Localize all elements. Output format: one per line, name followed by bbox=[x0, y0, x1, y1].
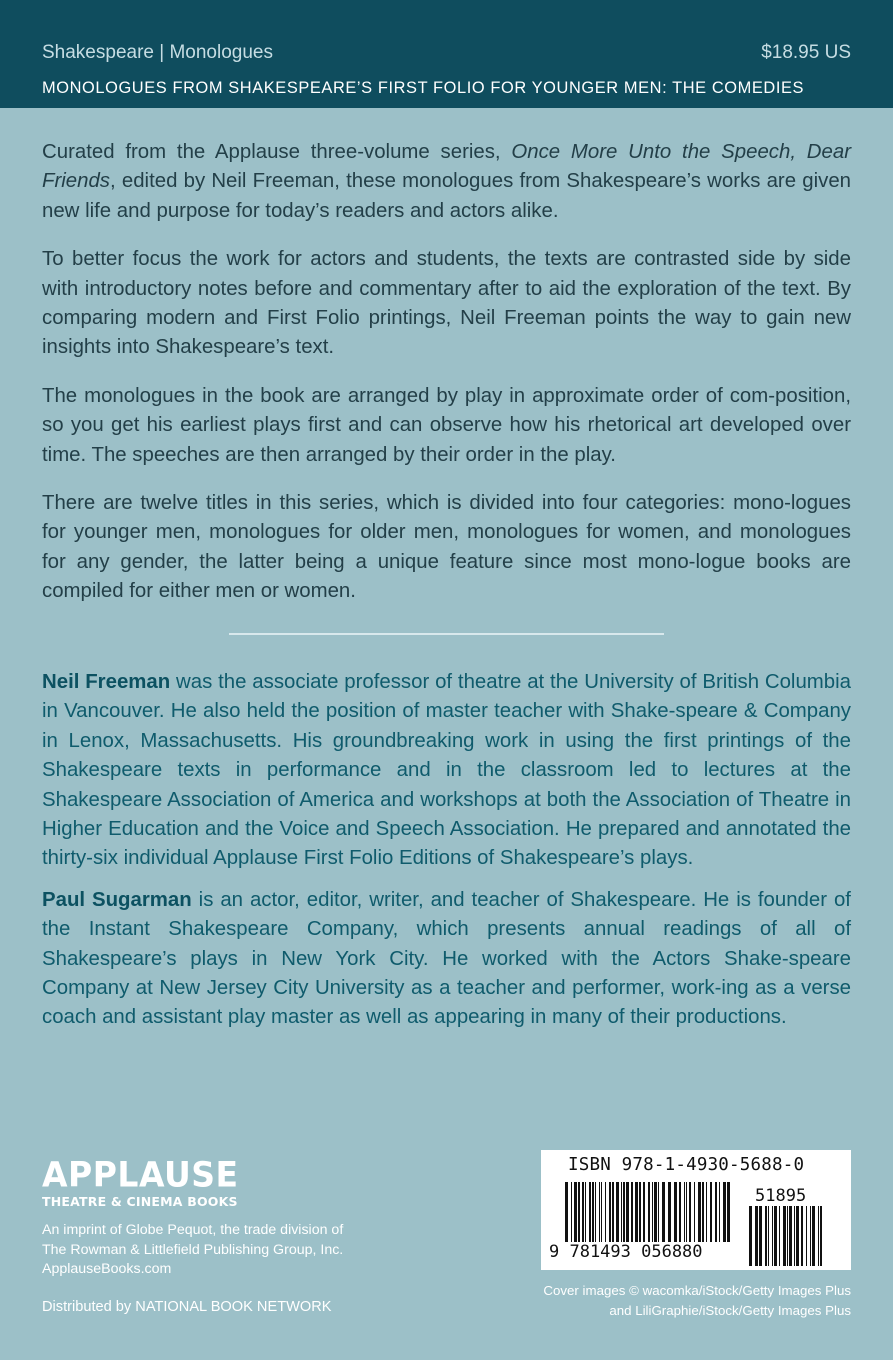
author-bios bbox=[42, 668, 851, 1045]
applause-logo: APPLAUSE bbox=[42, 1154, 239, 1195]
applause-logo-subtitle: THEATRE & CINEMA BOOKS bbox=[42, 1194, 238, 1209]
distributor-line: Distributed by NATIONAL BOOK NETWORK bbox=[42, 1299, 332, 1315]
bio-text: is an actor, editor, writer, and teacher of Shakespeare. He is founder of the Instant Shakespeare Company, which presents annual readings of all of Shakespeare’s plays in New York City. He worked with the Actors Shake-speare Company at New Jersey City University as a teacher and performer, work-ing as a verse coach and assistant play master as well as appearing in many of their productions. bbox=[42, 888, 851, 1029]
blurb-paragraph-2: To better focus the work for actors and students, the texts are contrasted side by side with introductory notes before and commentary after to aid the exploration of the text. By comparing modern and First Folio printings, Neil Freeman points the way to gain new insights into Shakespeare’s text. bbox=[42, 248, 851, 359]
description-blurb bbox=[42, 138, 851, 626]
credits-line-1: Cover images © wacomka/iStock/Getty Images Plus bbox=[543, 1283, 851, 1298]
imprint-line-2: The Rowman & Littlefield Publishing Group, Inc. bbox=[42, 1241, 344, 1258]
series-name-italic: Once More Unto the Speech, Dear Friends bbox=[42, 141, 851, 193]
imprint-info bbox=[42, 1221, 462, 1280]
price-code-text: 51895 bbox=[755, 1186, 807, 1206]
header-band bbox=[0, 0, 893, 108]
barcode-box bbox=[541, 1150, 851, 1270]
isbn-text: ISBN 978-1-4930-5688-0 bbox=[568, 1155, 805, 1175]
bio-paul-sugarman bbox=[42, 886, 851, 1033]
price-label: $18.95 US bbox=[761, 42, 851, 63]
imprint-line-1: An imprint of Globe Pequot, the trade division of bbox=[42, 1222, 344, 1238]
publisher-website: ApplauseBooks.com bbox=[42, 1261, 172, 1277]
blurb-paragraph-3: The monologues in the book are arranged by play in approximate order of com-position, so you get his earliest plays first and can observe how his rhetorical art developed over time. The speeches are then arranged by their order in the play. bbox=[42, 384, 851, 466]
bio-name: Paul Sugarman bbox=[42, 888, 192, 911]
blurb-paragraph-1: Curated from the Applause three-volume series, Once More Unto the Speech, Dear Friends, edited by Neil Freeman, these monologues from Shakespeare’s works are given new life and purpose for today’s readers and actors alike. bbox=[42, 141, 851, 222]
bio-neil-freeman bbox=[42, 668, 851, 874]
section-divider bbox=[229, 633, 664, 635]
blurb-paragraph-4: There are twelve titles in this series, which is divided into four categories: mono-logues for younger men, monologues for older men, monologues for women, and monologues for any gender, the latter being a unique feature since most mono-logue books are compiled for either men or women. bbox=[42, 492, 851, 603]
series-title: MONOLOGUES FROM SHAKESPEARE’S FIRST FOLIO FOR YOUNGER MEN: THE COMEDIES bbox=[42, 79, 805, 97]
bio-text: was the associate professor of theatre at the University of British Columbia in Vancouver. He also held the position of master teacher with Shake-speare & Company in Lenox, Massachusetts. His groundbreaking work in using the first printings of the Shakespeare texts in performance and in the classroom led to lectures at the Shakespeare Association of America and workshops at both the Association of Theatre in Higher Education and the Voice and Speech Association. He prepared and annotated the thirty-six individual Applause First Folio Editions of Shakespeare’s plays. bbox=[42, 671, 851, 870]
bio-name: Neil Freeman bbox=[42, 671, 171, 693]
category-label: Shakespeare | Monologues bbox=[42, 42, 273, 63]
ean-digits: 9 781493 056880 bbox=[549, 1242, 703, 1262]
credits-line-2: and LiliGraphie/iStock/Getty Images Plus bbox=[609, 1302, 851, 1318]
cover-credits bbox=[491, 1281, 851, 1320]
